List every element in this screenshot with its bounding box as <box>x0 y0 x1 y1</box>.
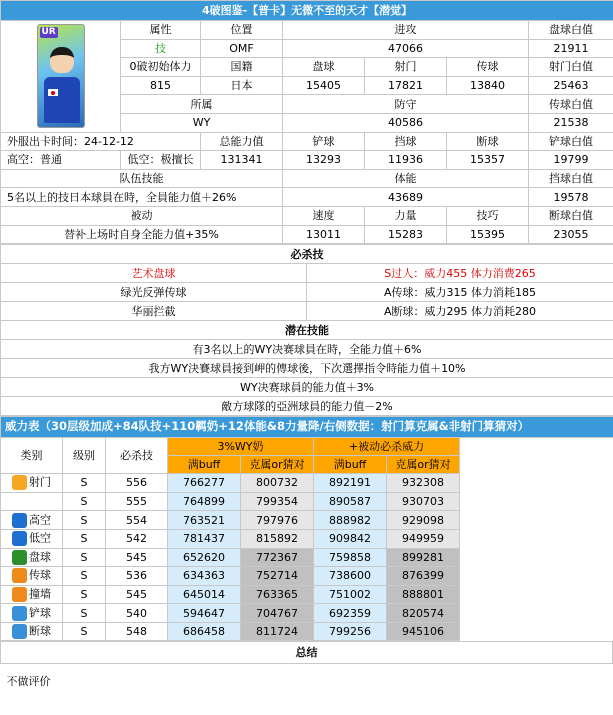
col-counter: 克属or猜对 <box>387 456 460 474</box>
label-shoot: 射门 <box>365 58 447 77</box>
power-table <box>0 416 613 641</box>
latent-skill: 敵方球隊的亞洲球員的能力值－2% <box>1 397 613 416</box>
value-tackle: 13293 <box>283 151 365 170</box>
power-full-buff: 766277 <box>168 474 241 493</box>
high-ball: 高空：普通 <box>1 151 121 170</box>
skill-type-icon <box>12 513 27 528</box>
power-special: 536 <box>106 567 168 586</box>
power-type <box>1 622 63 641</box>
power-passive-full: 799256 <box>314 622 387 641</box>
power-level: S <box>63 474 106 493</box>
player-shirt-icon <box>44 77 80 123</box>
latent-skill: WY决赛球員的能力值＋3% <box>1 378 613 397</box>
power-type <box>1 585 63 604</box>
skill-type-icon <box>12 624 27 639</box>
info-table <box>0 0 613 244</box>
label-technique: 技巧 <box>447 206 529 225</box>
power-type <box>1 529 63 548</box>
label-attack: 进攻 <box>283 21 529 40</box>
value-position: OMF <box>201 39 283 58</box>
value-total: 131341 <box>201 151 283 170</box>
power-passive-counter: 899281 <box>387 548 460 567</box>
power-passive-counter: 820574 <box>387 604 460 623</box>
value-power: 15283 <box>365 225 447 244</box>
value-nationality: 日本 <box>201 76 283 95</box>
summary-text: 不做评价 <box>6 674 51 688</box>
power-type <box>1 604 63 623</box>
value-physical: 43689 <box>283 188 529 207</box>
power-counter: 763365 <box>241 585 314 604</box>
value-attribute: 技 <box>121 39 201 58</box>
label-pass-base: 传球白值 <box>529 95 613 114</box>
power-type <box>1 548 63 567</box>
power-passive-counter: 888801 <box>387 585 460 604</box>
power-counter: 772367 <box>241 548 314 567</box>
col-special: 必杀技 <box>106 438 168 474</box>
value-dribble: 15405 <box>283 76 365 95</box>
value-intercept: 15357 <box>447 151 529 170</box>
power-special: 545 <box>106 548 168 567</box>
power-counter: 797976 <box>241 511 314 530</box>
power-counter: 799354 <box>241 492 314 511</box>
power-passive-full: 751002 <box>314 585 387 604</box>
power-counter: 752714 <box>241 567 314 586</box>
value-speed: 13011 <box>283 225 365 244</box>
label-speed: 速度 <box>283 206 365 225</box>
power-type-label: 盘球 <box>29 550 51 564</box>
special-name: 华丽拦截 <box>1 302 307 321</box>
skill-type-icon <box>12 550 27 565</box>
power-passive-counter: 930703 <box>387 492 460 511</box>
label-pass: 传球 <box>447 58 529 77</box>
label-dribble: 盘球 <box>283 58 365 77</box>
power-type-label: 铲球 <box>29 606 51 620</box>
power-type <box>1 492 63 511</box>
power-level: S <box>63 585 106 604</box>
value-block-base: 19578 <box>529 188 613 207</box>
label-team: 所属 <box>121 95 283 114</box>
label-defense: 防守 <box>283 95 529 114</box>
value-shoot-base: 25463 <box>529 76 613 95</box>
power-full-buff: 634363 <box>168 567 241 586</box>
label-passive: 被动 <box>1 206 283 225</box>
col-group-wy: 3%WY奶 <box>168 438 314 456</box>
power-special: 542 <box>106 529 168 548</box>
power-row <box>1 604 613 623</box>
col-full-buff: 满buff <box>314 456 387 474</box>
label-block-base: 挡球白值 <box>529 169 613 188</box>
label-position: 位置 <box>201 21 283 40</box>
power-level: S <box>63 511 106 530</box>
power-passive-counter: 876399 <box>387 567 460 586</box>
col-type: 类别 <box>1 438 63 474</box>
skill-type-icon <box>12 475 27 490</box>
power-row <box>1 511 613 530</box>
power-special: 548 <box>106 622 168 641</box>
col-level: 级别 <box>63 438 106 474</box>
value-defense: 40586 <box>283 113 529 132</box>
label-intercept-base: 断球白值 <box>529 206 613 225</box>
value-passive: 替补上场时自身全能力值+35% <box>1 225 283 244</box>
power-passive-full: 909842 <box>314 529 387 548</box>
label-block: 挡球 <box>365 132 447 151</box>
power-row <box>1 492 613 511</box>
label-tackle: 铲球 <box>283 132 365 151</box>
label-physical: 体能 <box>283 169 529 188</box>
label-tackle-base: 铲球白值 <box>529 132 613 151</box>
power-level: S <box>63 604 106 623</box>
power-counter: 704767 <box>241 604 314 623</box>
power-full-buff: 686458 <box>168 622 241 641</box>
special-desc: S过人：威力455 体力消费265 <box>307 264 613 283</box>
power-passive-full: 888982 <box>314 511 387 530</box>
player-portrait <box>37 24 85 128</box>
value-tackle-base: 19799 <box>529 151 613 170</box>
special-desc: A传球：威力315 体力消耗185 <box>307 283 613 302</box>
latent-header: 潜在技能 <box>1 321 613 340</box>
latent-skill: 我方WY決賽球員接到岬的傳球後，下次選擇指令時能力值＋10% <box>1 359 613 378</box>
summary-table <box>0 641 613 698</box>
label-attribute: 属性 <box>121 21 201 40</box>
power-type-label: 高空 <box>29 513 51 527</box>
power-row <box>1 529 613 548</box>
power-row <box>1 548 613 567</box>
power-passive-full: 692359 <box>314 604 387 623</box>
blank-area <box>460 438 613 474</box>
power-type <box>1 567 63 586</box>
power-type-label: 撞墙 <box>29 587 51 601</box>
label-nationality: 国籍 <box>201 58 283 77</box>
power-full-buff: 652620 <box>168 548 241 567</box>
power-row <box>1 567 613 586</box>
power-passive-counter: 945106 <box>387 622 460 641</box>
power-passive-full: 759858 <box>314 548 387 567</box>
value-team-skill: 5名以上的技日本球員在時，全員能力值＋26% <box>1 188 283 207</box>
col-full-buff: 满buff <box>168 456 241 474</box>
value-pass: 13840 <box>447 76 529 95</box>
power-passive-counter: 932308 <box>387 474 460 493</box>
power-title: 威力表（30层级加成+84队技+110羁奶+12体能&8力量降/右侧数据：射门算克属&非射门算猜对） <box>1 417 613 438</box>
power-special: 545 <box>106 585 168 604</box>
skill-type-icon <box>12 568 27 583</box>
label-shoot-base: 射门白值 <box>529 58 613 77</box>
label-total: 总能力值 <box>201 132 283 151</box>
power-passive-full: 890587 <box>314 492 387 511</box>
skill-type-icon <box>12 531 27 546</box>
special-desc: A断球：威力295 体力消耗280 <box>307 302 613 321</box>
power-row <box>1 622 613 641</box>
power-full-buff: 594647 <box>168 604 241 623</box>
page-title: 4破图鉴-【普卡】无微不至的天才【潜觉】 <box>1 1 613 21</box>
power-type-label: 低空 <box>29 531 51 545</box>
power-passive-full: 892191 <box>314 474 387 493</box>
release-date: 外服出卡时间：24-12-12 <box>1 132 201 151</box>
col-group-passive: +被动必杀威力 <box>314 438 460 456</box>
skill-type-icon <box>12 587 27 602</box>
power-full-buff: 645014 <box>168 585 241 604</box>
label-power: 力量 <box>365 206 447 225</box>
col-counter: 克属or猜对 <box>241 456 314 474</box>
special-moves-table <box>0 244 613 416</box>
value-pass-base: 21538 <box>529 113 613 132</box>
value-stamina: 815 <box>121 76 201 95</box>
power-special: 540 <box>106 604 168 623</box>
player-face-icon <box>50 47 74 73</box>
power-type-label: 射门 <box>29 475 51 489</box>
japan-flag-icon <box>48 89 58 96</box>
skill-type-icon <box>12 606 27 621</box>
power-level: S <box>63 567 106 586</box>
power-counter: 800732 <box>241 474 314 493</box>
power-level: S <box>63 622 106 641</box>
power-row <box>1 585 613 604</box>
power-level: S <box>63 548 106 567</box>
value-intercept-base: 23055 <box>529 225 613 244</box>
power-rows <box>1 474 613 641</box>
power-row <box>1 474 613 493</box>
power-special: 554 <box>106 511 168 530</box>
value-team: WY <box>121 113 283 132</box>
power-passive-counter: 949959 <box>387 529 460 548</box>
power-full-buff: 763521 <box>168 511 241 530</box>
power-counter: 815892 <box>241 529 314 548</box>
special-header: 必杀技 <box>1 245 613 264</box>
power-full-buff: 764899 <box>168 492 241 511</box>
label-stamina: 0破初始体力 <box>121 58 201 77</box>
power-type-label: 断球 <box>29 624 51 638</box>
power-type <box>1 474 63 493</box>
value-dribble-base: 21911 <box>529 39 613 58</box>
label-intercept: 断球 <box>447 132 529 151</box>
value-attack: 47066 <box>283 39 529 58</box>
special-name: 绿光反弹传球 <box>1 283 307 302</box>
power-passive-counter: 929098 <box>387 511 460 530</box>
value-block: 11936 <box>365 151 447 170</box>
power-level: S <box>63 492 106 511</box>
power-special: 556 <box>106 474 168 493</box>
power-level: S <box>63 529 106 548</box>
special-name: 艺术盘球 <box>1 264 307 283</box>
power-counter: 811724 <box>241 622 314 641</box>
power-type <box>1 511 63 530</box>
label-team-skill: 队伍技能 <box>1 169 283 188</box>
power-full-buff: 781437 <box>168 529 241 548</box>
label-dribble-base: 盘球白值 <box>529 21 613 40</box>
summary-header: 总结 <box>1 642 613 664</box>
ur-badge-icon: UR <box>41 27 56 38</box>
player-card-image <box>1 21 121 133</box>
power-type-label: 传球 <box>29 568 51 582</box>
power-passive-full: 738600 <box>314 567 387 586</box>
latent-skill: 有3名以上的WY决赛球員在時，全能力值＋6% <box>1 340 613 359</box>
low-ball: 低空：极擅长 <box>121 151 201 170</box>
power-special: 555 <box>106 492 168 511</box>
value-shoot: 17821 <box>365 76 447 95</box>
value-technique: 15395 <box>447 225 529 244</box>
